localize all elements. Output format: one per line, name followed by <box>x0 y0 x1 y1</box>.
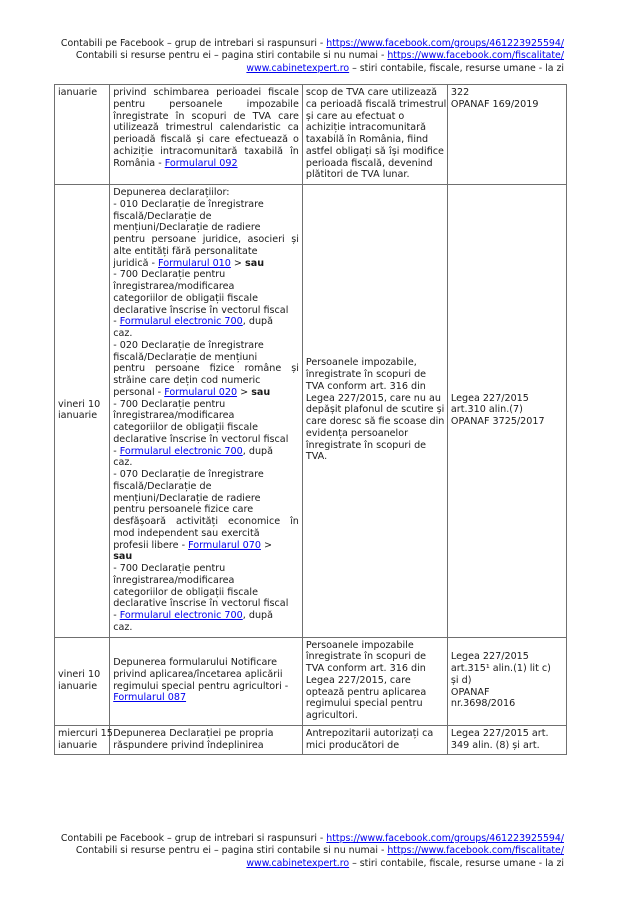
description-cell: Depunerea formularului Notificare privind aplicarea/încetarea aplicării regimului special pentru agricultori - Formularul 087 <box>110 637 303 725</box>
header-line-3: www.cabinetexpert.ro – stiri contabile, fiscale, resurse umane - la zi <box>246 62 564 74</box>
date-cell: ianuarie <box>55 85 110 185</box>
footer-line-1: Contabili pe Facebook – grup de intrebari si raspunsuri - https://www.facebook.com/groups/461223925594/ <box>60 833 564 844</box>
taxpayers-cell: scop de TVA care utilizează ca perioadă fiscală trimestrul și care au efectuat o achiziție intracomunitară taxabilă în România, fiind astfel obligați să își modifice perioada fiscală, devenind plătitori de TVA lunar. <box>302 85 447 185</box>
table-row <box>55 85 567 185</box>
page-header <box>40 38 564 75</box>
date-cell: vineri 10 ianuarie <box>55 637 110 725</box>
legal-basis-cell: Legea 227/2015 art.310 alin.(7) OPANAF 3725/2017 <box>447 185 566 638</box>
fiscal-calendar-table <box>54 84 567 755</box>
facebook-group-link[interactable]: https://www.facebook.com/groups/461223925594/ <box>326 38 564 49</box>
legal-basis-cell: Legea 227/2015 art. 349 alin. (8) și art. <box>447 725 566 755</box>
taxpayers-cell: Persoanele impozabile înregistrate în scopuri de TVA conform art. 316 din Legea 227/2015, care optează pentru aplicarea regimului special pentru agricultori. <box>302 637 447 725</box>
header-line-2: Contabili si resurse pentru ei – pagina stiri contabile si nu numai - https://www.facebook.com/fiscalitate/ <box>75 50 564 62</box>
footer-line-2: Contabili si resurse pentru ei – pagina stiri contabile si nu numai - https://www.facebook.com/fiscalitate/ <box>75 845 564 857</box>
form-700-link[interactable]: Formularul electronic 700 <box>119 445 243 457</box>
legal-basis-cell: 322 OPANAF 169/2019 <box>447 85 566 185</box>
legal-basis-cell: Legea 227/2015 art.315¹ alin.(1) lit c) și d) OPANAF nr.3698/2016 <box>447 637 566 725</box>
form-010-link[interactable]: Formularul 010 <box>158 257 231 269</box>
form-700-link[interactable]: Formularul electronic 700 <box>119 610 243 621</box>
table-row <box>55 725 567 755</box>
header-line-1: Contabili pe Facebook – grup de intrebari si raspunsuri - https://www.facebook.com/groups/461223925594/ <box>60 38 564 49</box>
form-070-link[interactable]: Formularul 070 <box>188 539 261 551</box>
page-footer <box>40 833 564 870</box>
taxpayers-cell: Persoanele impozabile, înregistrate în scopuri de TVA conform art. 316 din Legea 227/2015, care nu au depășit plafonul de scutire și care doresc să fie scoase din evidența persoanelor înregistrate în scopuri de TVA. <box>302 185 447 638</box>
table-row <box>55 185 567 638</box>
description-cell: privind schimbarea perioadei fiscale pentru persoanele impozabile înregistrate în scopuri de TVA care utilizează trimestrul calendaristic ca perioadă fiscală și care efectuează o achiziție intracomunitară taxabilă în România - Formularul 092 <box>110 85 303 185</box>
facebook-page-link[interactable]: https://www.facebook.com/fiscalitate/ <box>387 845 564 857</box>
date-cell: vineri 10 ianuarie <box>55 185 110 638</box>
form-092-link[interactable]: Formularul 092 <box>164 157 238 169</box>
form-087-link[interactable]: Formularul 087 <box>113 692 187 704</box>
website-link[interactable]: www.cabinetexpert.ro <box>246 857 350 869</box>
website-link[interactable]: www.cabinetexpert.ro <box>246 62 350 74</box>
facebook-page-link[interactable]: https://www.facebook.com/fiscalitate/ <box>387 50 564 62</box>
taxpayers-cell: Antrepozitarii autorizați ca mici producători de <box>302 725 447 755</box>
table-row <box>55 637 567 725</box>
form-700-link[interactable]: Formularul electronic 700 <box>119 316 243 328</box>
date-cell: miercuri 15 ianuarie <box>55 725 110 755</box>
footer-line-3: www.cabinetexpert.ro – stiri contabile, fiscale, resurse umane - la zi <box>246 857 564 869</box>
form-020-link[interactable]: Formularul 020 <box>164 386 238 398</box>
description-cell: Depunerea Declarației pe propria răspundere privind îndeplinirea <box>110 725 303 755</box>
description-cell: Depunerea declarațiilor: - 010 Declarație de înregistrare fiscală/Declarație de mențiuni/Declarație de radiere pentru persoane juridice, asocieri și alte entități fără personalitate juridică - Formularul 010 > sau - 700 Declarație pentru înregistrarea/modificarea categoriilor de obligații fiscale declarative înscrise în vectorul fiscal - Formularul electronic 700, după caz. - 020 Declarație de înregistrare fiscală/Declarație de mențiuni pentru persoane fizice române și străine care dețin cod numeric personal - Formularul 020 > sau - 700 Declarație pentru înregistrarea/modificarea categoriilor de obligații fiscale declarative înscrise în vectorul fiscal - Formularul electronic 700, după caz. - 070 Declarație de înregistrare fiscală/Declarație de mențiuni/Declarație de radiere pentru persoanele fizice care desfășoară activități economice în mod independent sau exercită profesii libere - Formularul 070 > sau - 700 Declarație pentru înregistrarea/modificarea categoriilor de obligații fiscale declarative înscrise în vectorul fiscal - Formularul electronic 700, după caz. <box>110 185 303 638</box>
facebook-group-link[interactable]: https://www.facebook.com/groups/461223925594/ <box>326 833 564 844</box>
